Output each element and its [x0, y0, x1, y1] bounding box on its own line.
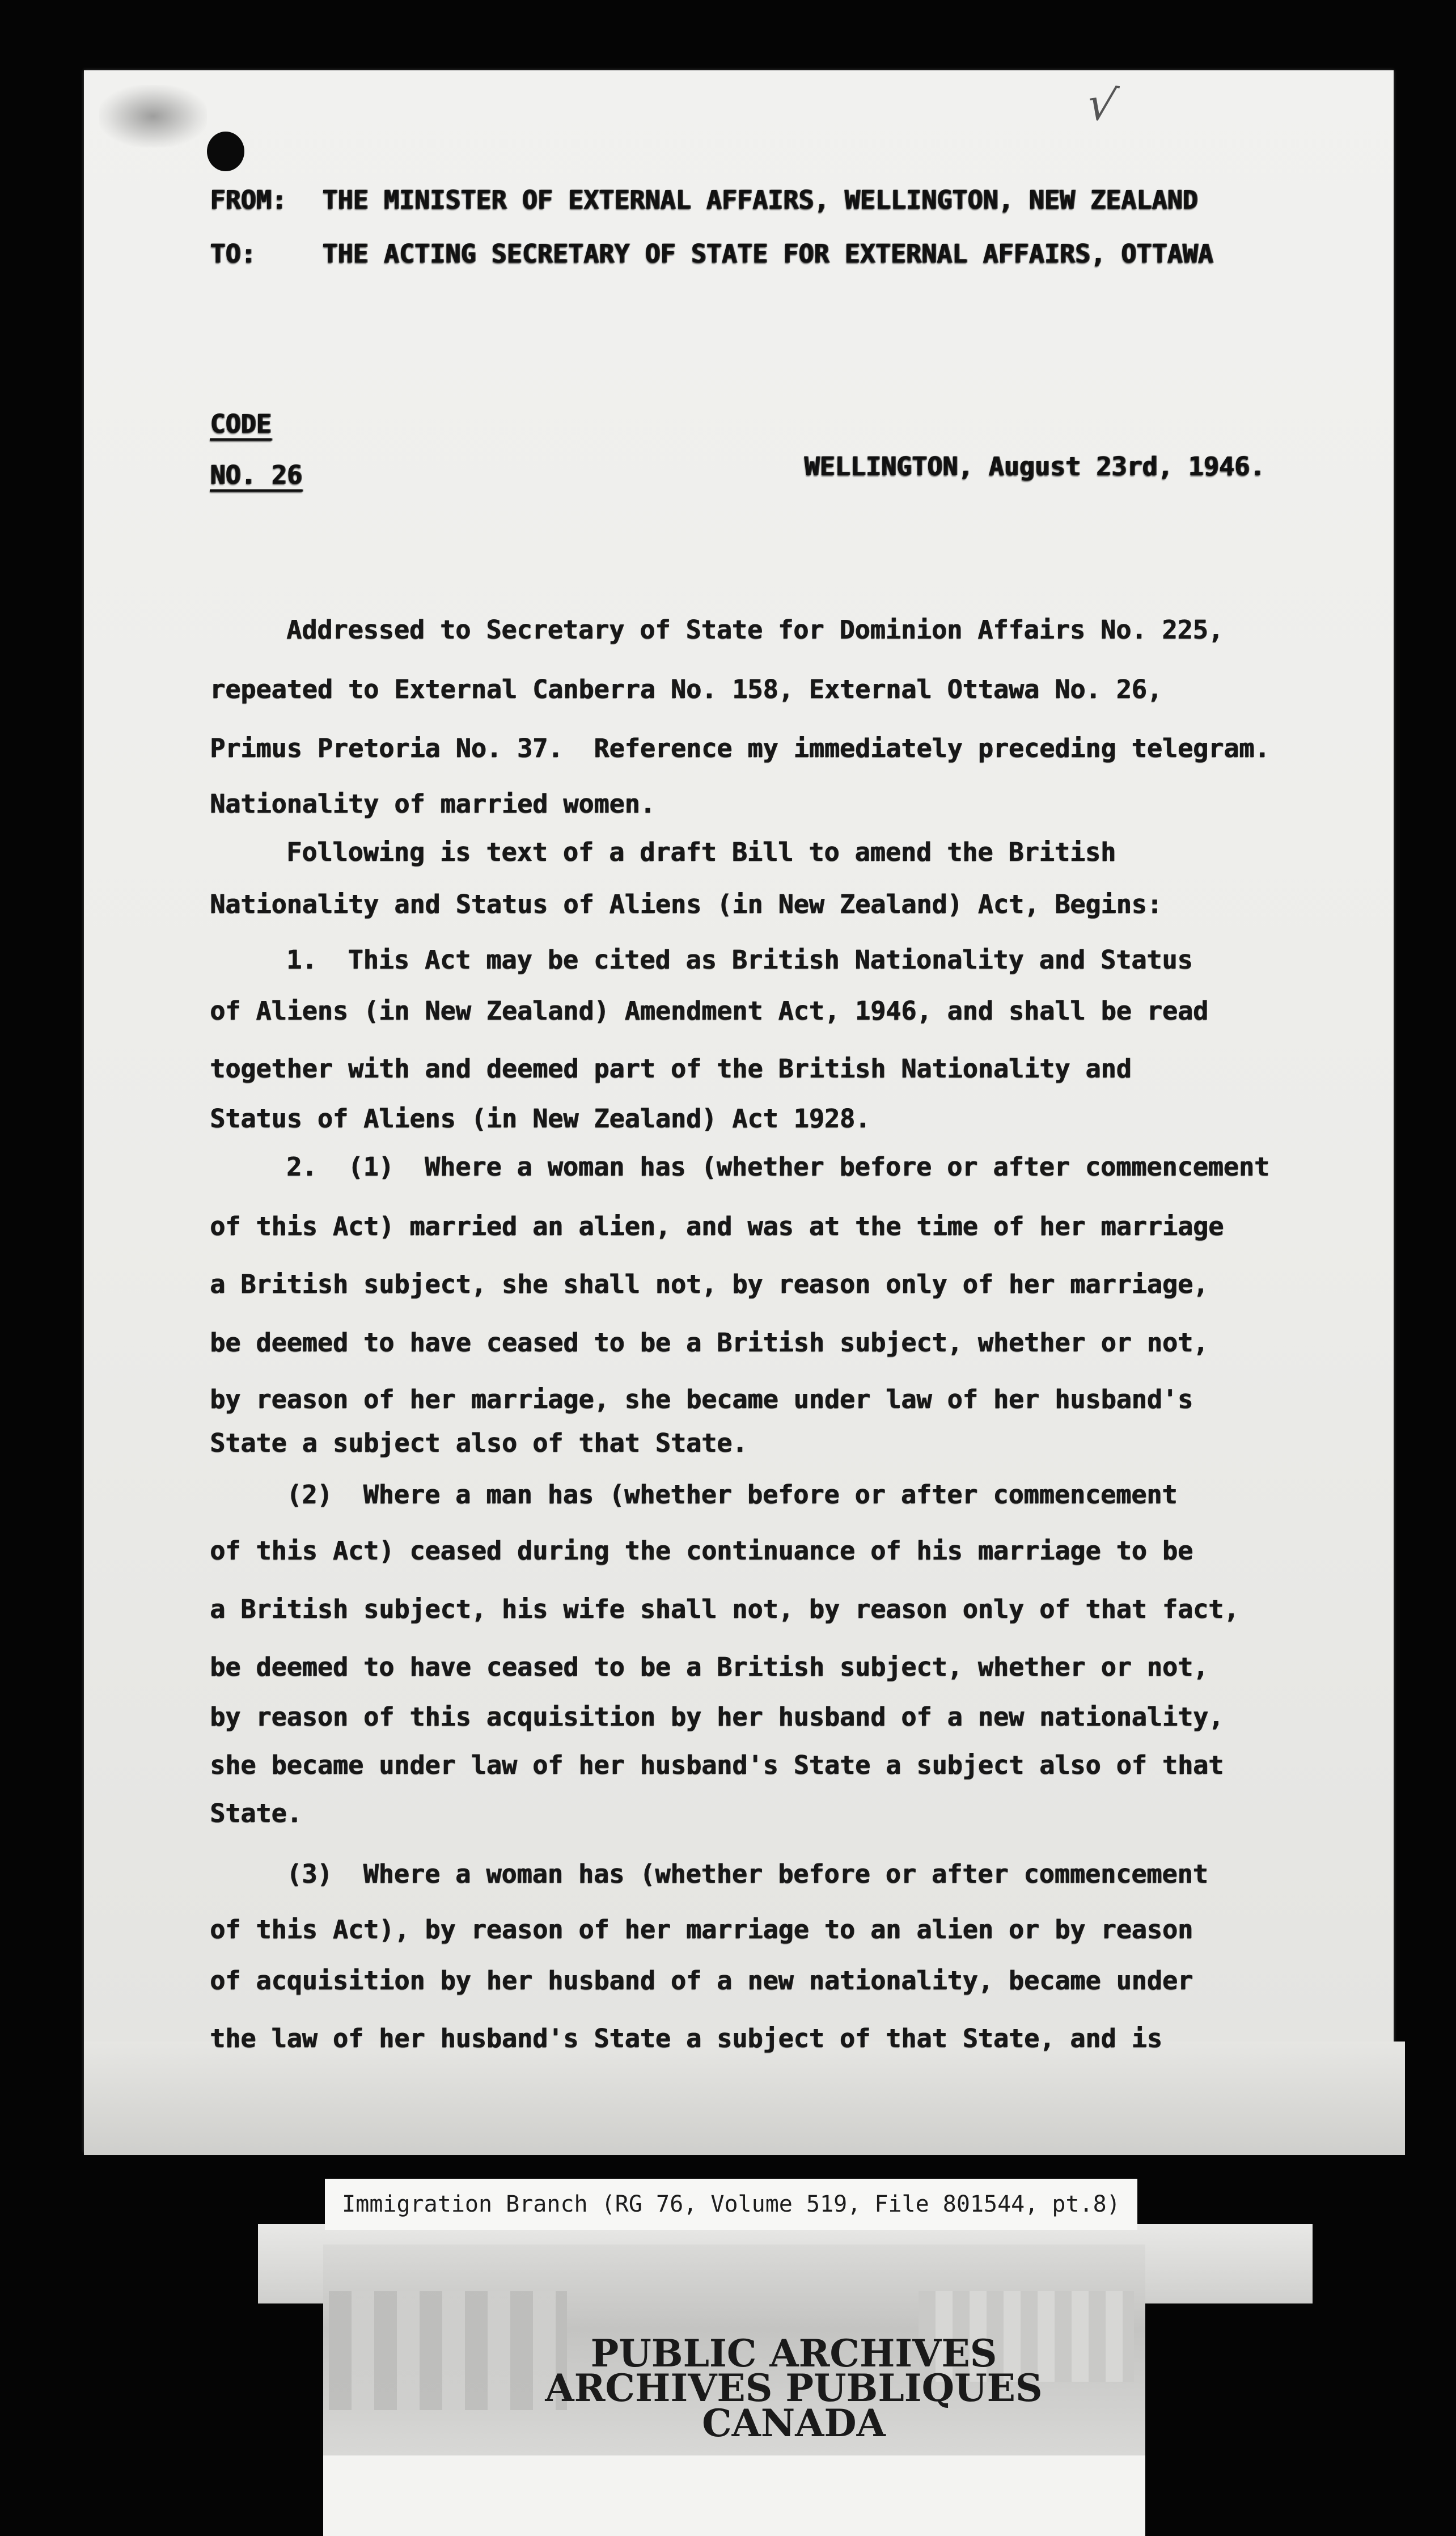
telegram-number: NO. 26	[210, 460, 302, 490]
ink-smudge	[99, 85, 207, 147]
body-line: State.	[210, 1798, 302, 1828]
body-line: (2) Where a man has (whether before or after commencement	[286, 1480, 1178, 1510]
body-line: by reason of her marriage, she became under law of her husband's	[210, 1384, 1193, 1414]
body-line: of this Act), by reason of her marriage to an alien or by reason	[210, 1914, 1193, 1945]
body-line: she became under law of her husband's State a subject also of that	[210, 1750, 1224, 1780]
archive-stamp-line-2: ARCHIVES PUBLIQUES	[545, 2366, 1043, 2410]
body-line: a British subject, she shall not, by reason only of her marriage,	[210, 1269, 1208, 1299]
document-page-edge	[84, 2042, 1405, 2155]
archive-stamp-line-1: PUBLIC ARCHIVES	[590, 2331, 997, 2376]
from-label: FROM:	[210, 185, 287, 215]
body-line: by reason of this acquisition by her husband of a new nationality,	[210, 1702, 1224, 1732]
code-label: CODE	[210, 409, 272, 439]
archive-stamp-line-3: CANADA	[702, 2401, 886, 2445]
place-date: WELLINGTON, August 23rd, 1946.	[804, 451, 1265, 481]
body-line: 2. (1) Where a woman has (whether before or after commencement	[286, 1152, 1269, 1182]
punch-hole	[207, 132, 244, 171]
body-line: together with and deemed part of the British Nationality and	[210, 1054, 1132, 1084]
handwritten-check-mark-icon: √	[1083, 76, 1121, 133]
archive-card-bottom	[323, 2455, 1145, 2536]
body-line: Addressed to Secretary of State for Dominion Affairs No. 225,	[286, 615, 1224, 645]
body-line: of this Act) ceased during the continuance of his marriage to be	[210, 1536, 1193, 1566]
body-line: Nationality of married women.	[210, 789, 655, 819]
body-line: of acquisition by her husband of a new nationality, became under	[210, 1966, 1193, 1996]
body-line: Following is text of a draft Bill to amend the British	[286, 837, 1116, 867]
body-line: Primus Pretoria No. 37. Reference my immediately preceding telegram.	[210, 733, 1270, 763]
body-line: of this Act) married an alien, and was at the time of her marriage	[210, 1211, 1224, 1241]
body-line: of Aliens (in New Zealand) Amendment Act, 1946, and shall be read	[210, 996, 1208, 1026]
body-line: repeated to External Canberra No. 158, External Ottawa No. 26,	[210, 674, 1162, 704]
body-line: 1. This Act may be cited as British Nationality and Status	[286, 945, 1193, 975]
from-text: THE MINISTER OF EXTERNAL AFFAIRS, WELLINGTON, NEW ZEALAND	[322, 185, 1198, 215]
body-line: Nationality and Status of Aliens (in New Zealand) Act, Begins:	[210, 889, 1162, 919]
body-line: be deemed to have ceased to be a British subject, whether or not,	[210, 1652, 1208, 1682]
to-label: TO:	[210, 239, 256, 269]
body-line: the law of her husband's State a subject of that State, and is	[210, 2023, 1162, 2053]
archive-reference-label: Immigration Branch (RG 76, Volume 519, File 801544, pt.8)	[325, 2179, 1137, 2230]
body-line: Status of Aliens (in New Zealand) Act 1928.	[210, 1104, 870, 1134]
body-line: a British subject, his wife shall not, by reason only of that fact,	[210, 1594, 1239, 1624]
to-text: THE ACTING SECRETARY OF STATE FOR EXTERNAL AFFAIRS, OTTAWA	[322, 239, 1213, 269]
body-line: (3) Where a woman has (whether before or after commencement	[286, 1859, 1208, 1889]
body-line: be deemed to have ceased to be a British subject, whether or not,	[210, 1328, 1208, 1358]
body-line: State a subject also of that State.	[210, 1428, 748, 1458]
